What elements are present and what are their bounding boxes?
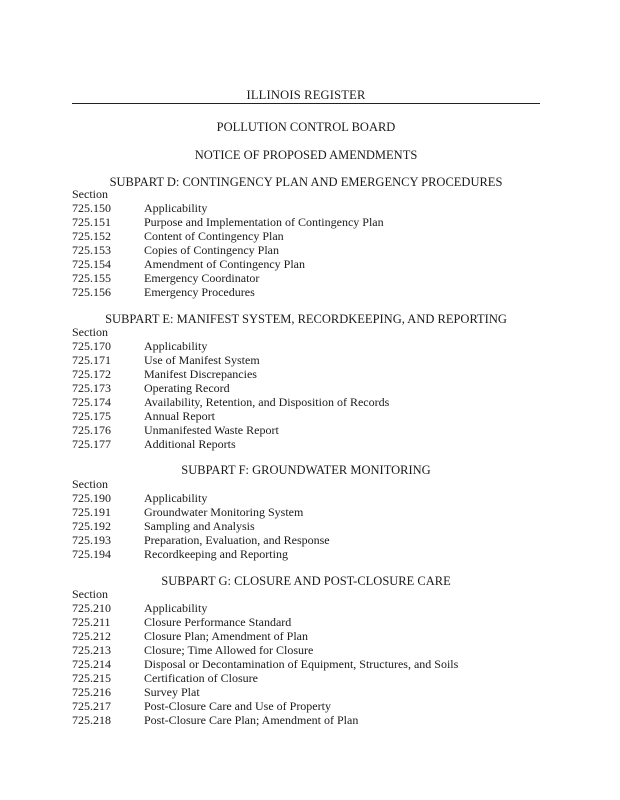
section-title: Applicability (144, 601, 208, 615)
section-number: 725.217 (72, 699, 111, 713)
toc-row (72, 519, 542, 533)
section-title: Emergency Procedures (144, 285, 255, 299)
section-column-label: Section (72, 477, 108, 491)
toc-row (72, 699, 542, 713)
section-title: Post-Closure Care and Use of Property (144, 699, 331, 713)
section-title: Certification of Closure (144, 671, 258, 685)
toc-row (72, 437, 542, 451)
section-title: Sampling and Analysis (144, 519, 255, 533)
section-title: Applicability (144, 201, 208, 215)
toc-row (72, 243, 542, 257)
toc-row (72, 353, 542, 367)
section-title: Content of Contingency Plan (144, 229, 284, 243)
toc-row (72, 505, 542, 519)
section-number: 725.172 (72, 367, 111, 381)
section-title: Emergency Coordinator (144, 271, 260, 285)
section-title: Purpose and Implementation of Contingency Plan (144, 215, 384, 229)
toc-row (72, 685, 542, 699)
section-title: Amendment of Contingency Plan (144, 257, 305, 271)
agency-name: POLLUTION CONTROL BOARD (216, 120, 396, 134)
section-title: Recordkeeping and Reporting (144, 547, 288, 561)
section-number: 725.153 (72, 243, 111, 257)
toc-row (72, 395, 542, 409)
section-title: Closure Performance Standard (144, 615, 292, 629)
section-number: 725.194 (72, 547, 111, 561)
toc-row (72, 643, 542, 657)
section-number: 725.151 (72, 215, 111, 229)
toc-row (72, 491, 542, 505)
toc-row (72, 615, 542, 629)
section-column-label: Section (72, 187, 108, 201)
toc-row (72, 547, 542, 561)
section-number: 725.190 (72, 491, 111, 505)
section-title: Disposal or Decontamination of Equipment, Structures, and Soils (144, 657, 459, 671)
section-number: 725.174 (72, 395, 111, 409)
header-rule (72, 103, 540, 104)
section-title: Availability, Retention, and Disposition of Records (144, 395, 390, 409)
section-title: Closure Plan; Amendment of Plan (144, 629, 308, 643)
toc-row (72, 229, 542, 243)
subpart-d-title: SUBPART D: CONTINGENCY PLAN AND EMERGENCY PROCEDURES (109, 175, 503, 189)
section-title: Annual Report (144, 409, 215, 423)
section-number: 725.218 (72, 713, 111, 727)
section-number: 725.150 (72, 201, 111, 215)
section-number: 725.192 (72, 519, 111, 533)
section-number: 725.215 (72, 671, 111, 685)
toc-row (72, 409, 542, 423)
section-title: Post-Closure Care Plan; Amendment of Plan (144, 713, 359, 727)
section-number: 725.193 (72, 533, 111, 547)
section-number: 725.173 (72, 381, 111, 395)
section-number: 725.176 (72, 423, 111, 437)
toc-row (72, 533, 542, 547)
toc-row (72, 601, 542, 615)
toc-row (72, 257, 542, 271)
section-title: Use of Manifest System (144, 353, 260, 367)
section-number: 725.216 (72, 685, 111, 699)
section-title: Manifest Discrepancies (144, 367, 257, 381)
section-title: Closure; Time Allowed for Closure (144, 643, 314, 657)
section-number: 725.156 (72, 285, 111, 299)
toc-row (72, 671, 542, 685)
subpart-e-title: SUBPART E: MANIFEST SYSTEM, RECORDKEEPING, AND REPORTING (105, 312, 507, 326)
section-title: Survey Plat (144, 685, 200, 699)
section-number: 725.155 (72, 271, 111, 285)
toc-row (72, 215, 542, 229)
section-number: 725.214 (72, 657, 111, 671)
section-column-label: Section (72, 325, 108, 339)
section-title: Groundwater Monitoring System (144, 505, 304, 519)
subpart-f-title: SUBPART F: GROUNDWATER MONITORING (181, 463, 431, 477)
section-number: 725.191 (72, 505, 111, 519)
section-number: 725.210 (72, 601, 111, 615)
section-number: 725.154 (72, 257, 111, 271)
subpart-g-title: SUBPART G: CLOSURE AND POST-CLOSURE CARE (161, 574, 451, 588)
section-title: Unmanifested Waste Report (144, 423, 279, 437)
toc-row (72, 713, 542, 727)
register-header: ILLINOIS REGISTER (246, 88, 366, 102)
notice-title: NOTICE OF PROPOSED AMENDMENTS (194, 148, 418, 162)
section-title: Copies of Contingency Plan (144, 243, 279, 257)
toc-row (72, 285, 542, 299)
toc-row (72, 423, 542, 437)
toc-row (72, 201, 542, 215)
section-column-label: Section (72, 587, 108, 601)
section-number: 725.175 (72, 409, 111, 423)
section-title: Preparation, Evaluation, and Response (144, 533, 330, 547)
section-number: 725.211 (72, 615, 111, 629)
toc-row (72, 629, 542, 643)
section-title: Additional Reports (144, 437, 236, 451)
toc-row (72, 381, 542, 395)
section-number: 725.152 (72, 229, 111, 243)
section-number: 725.177 (72, 437, 111, 451)
toc-row (72, 367, 542, 381)
toc-row (72, 271, 542, 285)
section-title: Applicability (144, 339, 208, 353)
section-title: Applicability (144, 491, 208, 505)
section-number: 725.212 (72, 629, 111, 643)
section-number: 725.170 (72, 339, 111, 353)
section-number: 725.213 (72, 643, 111, 657)
toc-row (72, 339, 542, 353)
toc-row (72, 657, 542, 671)
section-number: 725.171 (72, 353, 111, 367)
section-title: Operating Record (144, 381, 230, 395)
